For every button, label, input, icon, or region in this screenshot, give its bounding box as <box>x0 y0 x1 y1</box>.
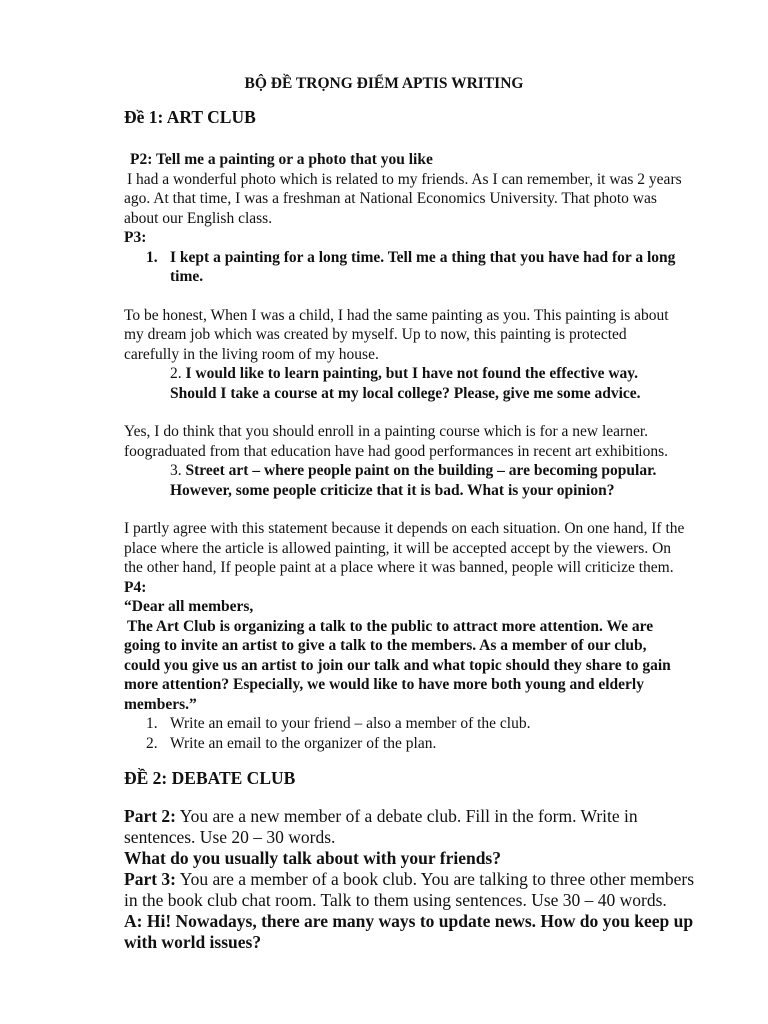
question-line: Street art – where people paint on the building – are becoming popular. <box>185 462 657 479</box>
p4-prompt-line: “Dear all members, <box>124 598 254 615</box>
answer-line: carefully in the living room of my house. <box>124 345 379 363</box>
p2-answer-line: ago. At that time, I was a freshman at National Economics University. That photo was <box>124 190 657 207</box>
answer-line: place where the article is allowed painting, it will be accepted accept by the viewers. On <box>124 539 672 557</box>
part2-line <box>124 806 744 827</box>
part3-question: with world issues? <box>124 932 262 952</box>
section-heading-de1: Đề 1: ART CLUB <box>124 107 256 127</box>
part2-text: You are a new member of a debate club. Fill in the form. Write in <box>176 806 638 826</box>
task-item <box>124 714 724 734</box>
p4-prompt-line: more attention? Especially, we would like to have more both young and elderly <box>124 676 644 693</box>
answer-line: Yes, I do think that you should enroll in a painting course which is for a new learner. <box>124 423 649 440</box>
part2-question: What do you usually talk about with your friends? <box>124 848 501 868</box>
p4-label: P4: <box>124 578 147 596</box>
section-heading-de2: ĐỀ 2: DEBATE CLUB <box>124 768 296 788</box>
question-number: 3. <box>170 462 182 479</box>
p4-prompt-line: could you give us an artist to join our talk and what topic should they share to gain <box>124 656 671 674</box>
p4-prompt-line: going to invite an artist to give a talk to the members. As a member of our club, <box>124 637 647 654</box>
answer-line: I partly agree with this statement because it depends on each situation. On one hand, If the <box>124 520 685 537</box>
p3-label: P3: <box>124 229 147 246</box>
doc-title: BỘ ĐỀ TRỌNG ĐIỂM APTIS WRITING <box>244 75 524 92</box>
question-1 <box>124 248 724 287</box>
question-line: time. <box>170 268 204 285</box>
part3-label: Part 3: <box>124 869 176 889</box>
answer-line: the other hand, If people paint at a place where it was banned, people will criticize them. <box>124 559 674 576</box>
task-text: Write an email to your friend – also a member of the club. <box>170 715 531 732</box>
question-number: 1. <box>146 248 158 266</box>
de1-body <box>124 150 724 753</box>
p4-prompt-line: members.” <box>124 695 197 713</box>
task-item <box>124 734 724 754</box>
question-3 <box>124 461 724 481</box>
part3-text: You are a member of a book club. You are talking to three other members <box>176 869 695 889</box>
part2-label: Part 2: <box>124 806 176 826</box>
task-number: 1. <box>146 715 158 732</box>
part3-line: in the book club chat room. Talk to them using sentences. Use 30 – 40 words. <box>124 890 667 910</box>
de2-body <box>124 806 744 953</box>
answer-line: my dream job which was created by myself. Up to now, this painting is protected <box>124 326 627 343</box>
question-line: However, some people criticize that it is bad. What is your opinion? <box>170 481 615 499</box>
p4-prompt-line: The Art Club is organizing a talk to the public to attract more attention. We are <box>127 617 654 635</box>
task-text: Write an email to the organizer of the plan. <box>170 734 437 752</box>
question-line: I kept a painting for a long time. Tell me a thing that you have had for a long <box>170 248 676 266</box>
p2-prompt: P2: Tell me a painting or a photo that you like <box>130 151 433 168</box>
task-number: 2. <box>146 734 158 752</box>
question-number: 2. <box>170 365 182 382</box>
part3-line <box>124 869 744 890</box>
answer-line: foograduated from that education have had good performances in recent art exhibitions. <box>124 442 669 460</box>
part2-line: sentences. Use 20 – 30 words. <box>124 827 336 847</box>
p2-answer-line: about our English class. <box>124 209 273 227</box>
p2-answer-line: I had a wonderful photo which is related to my friends. As I can remember, it was 2 years <box>127 170 682 188</box>
question-line: I would like to learn painting, but I have not found the effective way. <box>185 365 639 382</box>
part3-question: A: Hi! Nowadays, there are many ways to update news. How do you keep up <box>124 911 694 931</box>
question-2 <box>124 364 724 384</box>
answer-line: To be honest, When I was a child, I had the same painting as you. This painting is about <box>124 306 669 324</box>
question-line: Should I take a course at my local college? Please, give me some advice. <box>170 384 641 402</box>
